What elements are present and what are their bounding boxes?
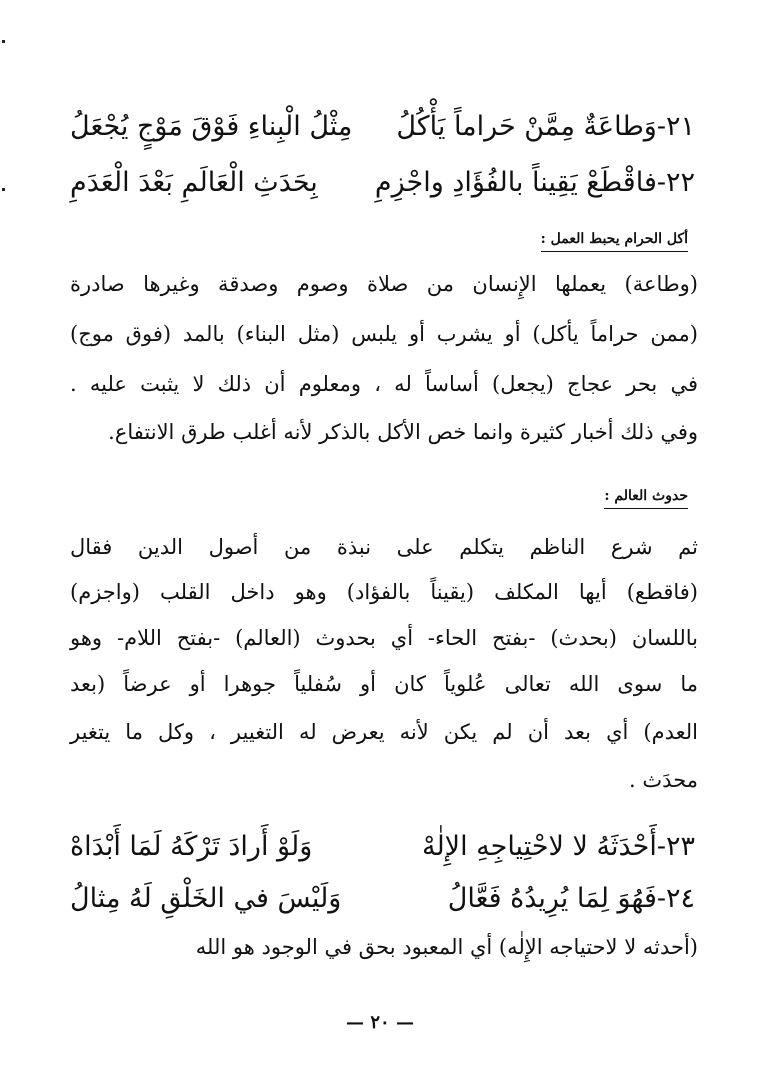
verse-first-hemistich: ٢٢-فاقْطَعْ يَقِيناً بالفُؤَادِ واجْزِمِ [374,167,695,198]
margin-mark-middle [2,188,5,191]
verse-24 [70,874,695,924]
paragraph-line: باللسان (بحدث) -بفتح الحاء- أي بحدوث (العالم) -بفتح اللام- وهو [70,626,698,650]
verse-second-hemistich: مِثْلُ الْبِناءِ فَوْقَ مَوْجٍ يُجْعَلُ [70,111,353,142]
verse-first-hemistich: ٢١-وَطاعَةٌ مِمَّنْ حَراماً يَأْكُلُ [396,111,695,142]
paragraph-line: وفي ذلك أخبار كثيرة وانما خص الأكل بالذكر لأنه أغلب طرق الانتفاع. [108,420,698,444]
paragraph-line: محدَث . [629,768,698,792]
verse-second-hemistich: بِحَدَثِ الْعَالَمِ بَعْدَ الْعَدَمِ [70,167,318,198]
verse-first-hemistich: ٢٣-أَحْدَثَهُ لا لاحْتِياجِهِ الإِلٰهْ [421,831,695,862]
paragraph-line: العدم) أي بعد أن لم يكن لأنه يعرض له التغيير ، وكل ما يتغير [70,720,698,744]
paragraph-line: (ممن حراماً يأكل) أو يشرب أو يلبس (مثل البناء) بالمد (فوق موج) [70,322,698,346]
verse-21 [70,102,695,152]
page-number: — ٢٠ — [346,1012,414,1033]
verse-first-hemistich: ٢٤-فَهُوَ لِمَا يُرِيدُهُ فَعَّالُ [447,883,695,914]
verse-23 [70,822,695,872]
paragraph-line: (أحدثه لا لاحتياجه الإِلٰه) أي المعبود بحق في الوجود هو الله [195,935,698,959]
paragraph-line: (فاقطع) أيها المكلف (يقيناً بالفؤاد) وهو داخل القلب (واجزم) [70,580,698,604]
section-heading: حدوث العالم : [604,488,688,509]
section-heading: أكل الحرام يحبط العمل : [541,231,688,252]
verse-second-hemistich: وَلَيْسَ في الخَلْقِ لَهُ مِثالُ [70,883,342,914]
margin-mark-top [2,40,5,43]
verse-22 [70,158,695,208]
paragraph-line: في بحر عجاج (يجعل) أساساً له ، ومعلوم أن ذلك لا يثبت عليه . [70,372,698,396]
paragraph-line: ما سوى الله تعالى عُلوياً كان أو سُفلياً جوهرا أو عرضاً (بعد [70,672,698,696]
paragraph-line: (وطاعة) يعملها الإِنسان من صلاة وصوم وصدقة وغيرها صادرة [70,272,698,296]
paragraph-line: ثم شرع الناظم يتكلم على نبذة من أصول الدين فقال [70,535,698,559]
verse-second-hemistich: وَلَوْ أَرادَ تَرْكَهُ لَمَا أَبْدَاهْ [70,831,313,862]
